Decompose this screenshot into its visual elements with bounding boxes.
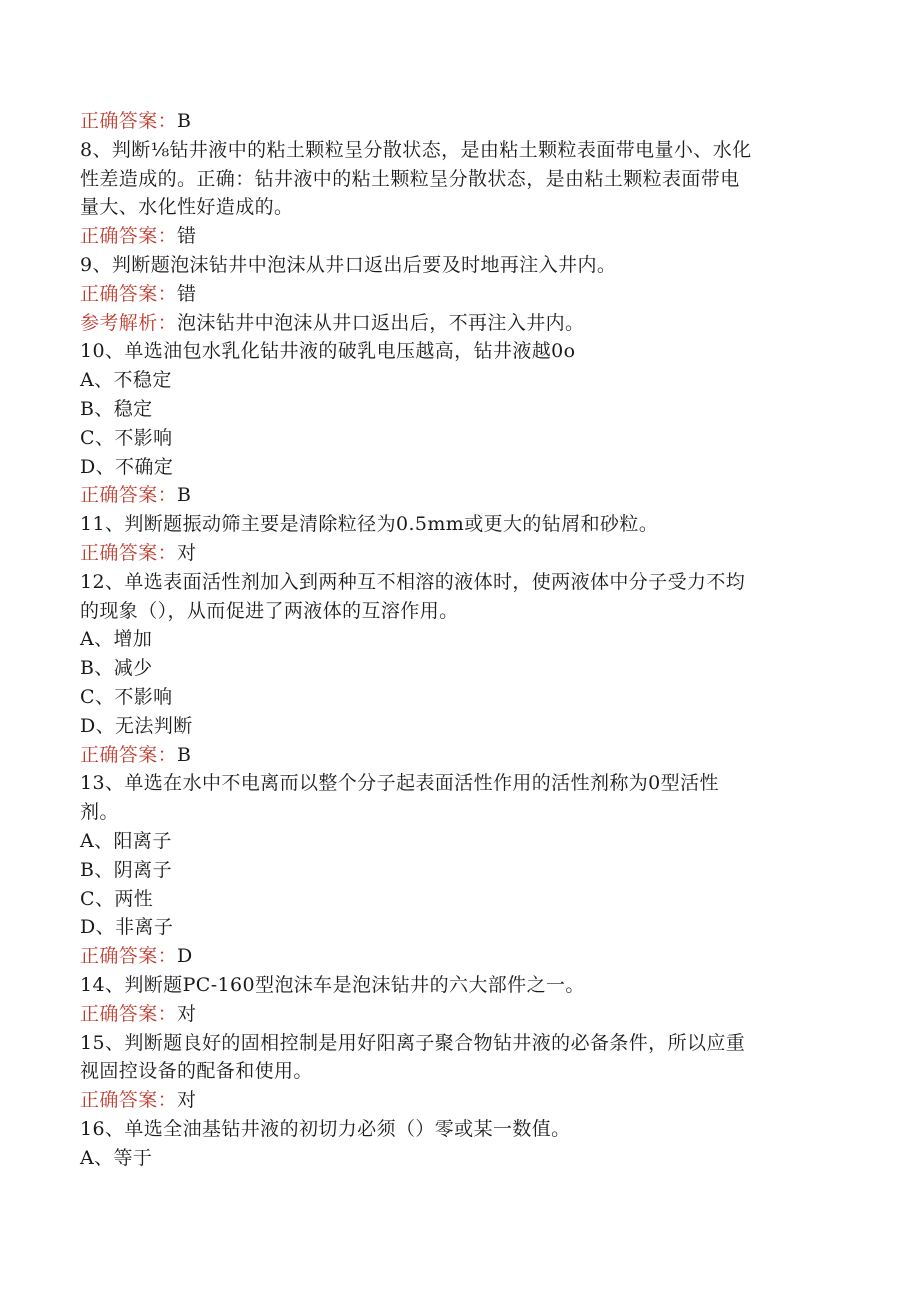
text-line: B、减少	[80, 657, 153, 680]
answer-label: 正确答案：	[80, 110, 178, 132]
text-line: D、非离子	[80, 916, 174, 939]
answer-value: 泡沫钻井中泡沫从井口返出后，不再注入井内。	[177, 311, 585, 334]
text-line: 10、单选油包水乳化钻井液的破乳电压越高，钻井液越0o	[80, 340, 576, 363]
text-line: 15、判断题良好的固相控制是用好阳离子聚合物钻井液的必备条件，所以应重	[80, 1031, 746, 1054]
answer-value: D	[177, 945, 193, 968]
answer-label: 正确答案：	[80, 945, 178, 968]
text-line: 14、判断题PC-160型泡沫车是泡沫钻井的六大部件之一。	[80, 973, 585, 996]
text-line: 13、单选在水中不电离而以整个分子起表面活性作用的活性剂称为0型活性	[80, 772, 719, 795]
text-line: C、不影响	[80, 426, 173, 449]
text-line: 12、单选表面活性剂加入到两种互不相溶的液体时，使两液体中分子受力不均	[80, 570, 746, 593]
answer-line	[80, 942, 840, 971]
text-line: 16、单选全油基钻井液的初切力必须（）零或某一数值。	[80, 1117, 571, 1140]
text-line: A、等于	[80, 1146, 153, 1169]
answer-value: B	[177, 110, 192, 132]
text-line: A、不稳定	[80, 369, 172, 392]
answer-value: B	[177, 743, 192, 766]
answer-value: 错	[177, 282, 197, 305]
text-line: 8、判断⅛钻井液中的粘土颗粒呈分散状态，是由粘土颗粒表面带电量小、水化	[80, 138, 752, 161]
text-line: D、无法判断	[80, 714, 193, 737]
answer-line	[80, 280, 840, 309]
answer-label: 正确答案：	[80, 1002, 178, 1025]
answer-label: 正确答案：	[80, 484, 178, 507]
answer-line	[80, 741, 840, 770]
answer-label: 正确答案：	[80, 282, 178, 305]
answer-value: 错	[177, 225, 197, 248]
text-line: B、阴离子	[80, 858, 172, 881]
answer-line	[80, 309, 840, 338]
answer-value: 对	[177, 1089, 197, 1112]
answer-label: 正确答案：	[80, 743, 178, 766]
answer-line	[80, 1086, 840, 1115]
text-line: 11、判断题振动筛主要是清除粒径为0.5mm或更大的钻屑和砂粒。	[80, 513, 659, 536]
answer-line	[80, 222, 840, 251]
answer-label: 参考解析：	[80, 311, 178, 334]
text-line: B、稳定	[80, 397, 153, 420]
text-line: 的现象（），从而促进了两液体的互溶作用。	[80, 599, 459, 622]
text-line: 视固控设备的配备和使用。	[80, 1060, 313, 1083]
answer-value: 对	[177, 541, 197, 564]
text-line: 性差造成的。正确：钻井液中的粘土颗粒呈分散状态，是由粘土颗粒表面带电	[80, 167, 740, 190]
answer-line	[80, 539, 840, 568]
answer-label: 正确答案：	[80, 225, 178, 248]
text-line: A、阳离子	[80, 829, 172, 852]
answer-value: B	[177, 484, 192, 507]
text-line: D、不确定	[80, 455, 174, 478]
answer-line	[80, 107, 840, 136]
answer-value: 对	[177, 1002, 197, 1025]
text-line: 剂。	[80, 801, 119, 824]
answer-label: 正确答案：	[80, 541, 178, 564]
text-line: A、增加	[80, 628, 153, 651]
text-line: C、两性	[80, 887, 154, 910]
question-list	[80, 107, 840, 1172]
answer-label: 正确答案：	[80, 1089, 178, 1112]
text-line: 量大、水化性好造成的。	[80, 196, 294, 219]
text-line: C、不影响	[80, 685, 173, 708]
answer-line	[80, 481, 840, 510]
answer-line	[80, 1000, 840, 1029]
text-line: 9、判断题泡沫钻井中泡沫从井口返出后要及时地再注入井内。	[80, 253, 617, 276]
